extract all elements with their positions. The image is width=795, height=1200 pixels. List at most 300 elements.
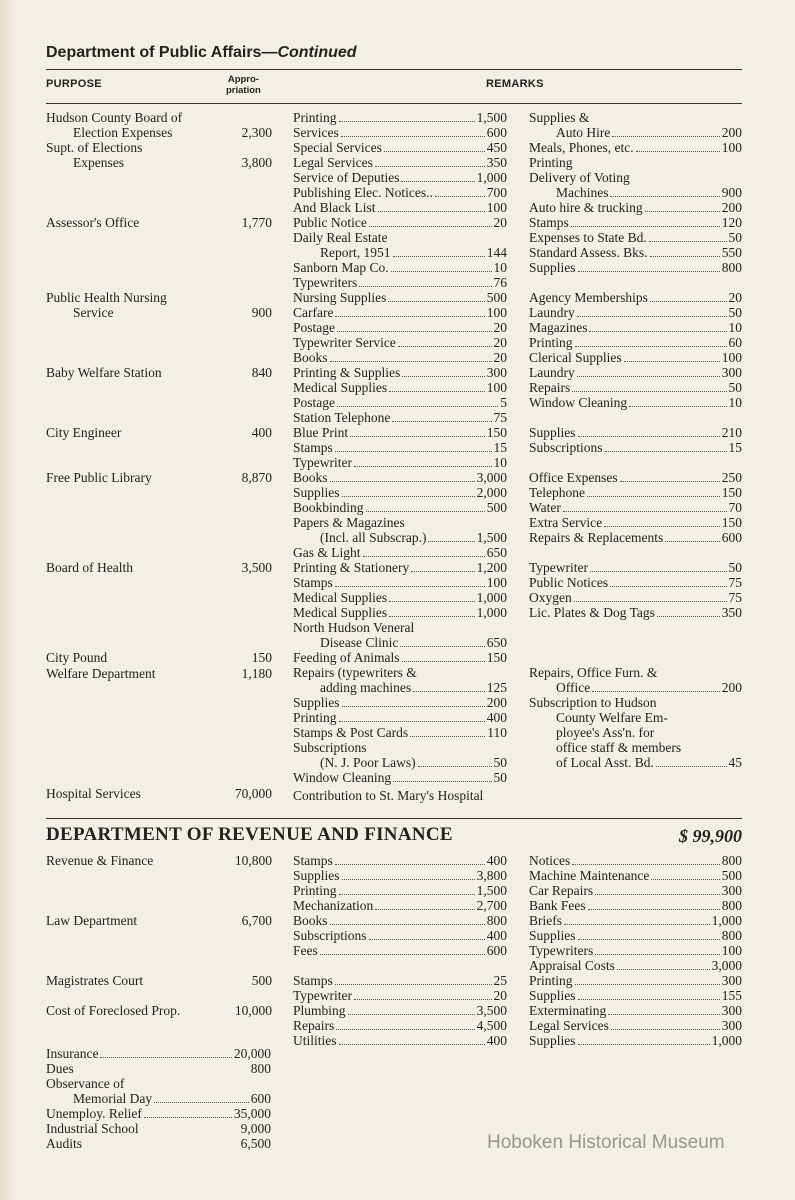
- remark-amount: 300: [721, 973, 742, 988]
- remark-label: Extra Service: [529, 515, 603, 530]
- remark-item: [293, 575, 507, 590]
- remark-item: [293, 290, 507, 305]
- purpose-label: Magistrates Court: [46, 973, 144, 988]
- remark-item: [293, 260, 507, 275]
- remark-item: [529, 560, 742, 575]
- remark-item: [293, 500, 507, 515]
- remark-amount: 50: [728, 230, 742, 245]
- dot-leader: [657, 616, 720, 617]
- appropriation-amount: 500: [251, 973, 272, 988]
- dot-leader: [650, 256, 720, 257]
- remark-amount: 600: [486, 125, 507, 140]
- remark-amount: 350: [486, 155, 507, 170]
- remark-item: [293, 125, 507, 140]
- remark-amount: 300: [721, 365, 742, 380]
- remark-amount: 800: [721, 928, 742, 943]
- remark-item: [293, 943, 507, 958]
- remark-item: [293, 710, 507, 725]
- remark-item: [293, 973, 507, 988]
- col-header-remarks: REMARKS: [486, 78, 544, 90]
- remark-label: Fees: [293, 943, 318, 958]
- remark-label: adding machines: [293, 680, 412, 695]
- purpose-label: Welfare Department: [46, 666, 156, 681]
- remark-label: Expenses to State Bd.: [529, 230, 647, 245]
- remark-label: Supplies: [529, 260, 576, 275]
- remark-item: [293, 545, 507, 560]
- remark-amount: 2,000: [476, 485, 507, 500]
- remark-amount: 150: [486, 425, 507, 440]
- remark-amount: 150: [721, 485, 742, 500]
- remark-item: [293, 170, 507, 185]
- remark-item: [293, 245, 507, 260]
- remark-item: [293, 605, 507, 620]
- misc-label: Dues: [46, 1061, 74, 1076]
- remark-label: Report, 1951: [293, 245, 391, 260]
- remark-amount: 60: [728, 335, 742, 350]
- remark-label: Machine Maintenance: [529, 868, 650, 883]
- remark-label: Supplies: [529, 988, 576, 1003]
- dot-leader: [578, 999, 720, 1000]
- remark-label: Printing: [529, 155, 573, 170]
- remark-label: (N. J. Poor Laws): [293, 755, 416, 770]
- dot-leader: [588, 909, 720, 910]
- purpose-label: Revenue & Finance: [46, 853, 154, 868]
- dot-leader: [428, 541, 474, 542]
- remark-item: [293, 928, 507, 943]
- remark-label: Repairs: [293, 1018, 335, 1033]
- remark-item: [293, 650, 507, 665]
- remark-amount: 650: [486, 635, 507, 650]
- remark-label: Window Cleaning: [529, 395, 628, 410]
- remark-label: Repairs (typewriters &: [293, 665, 417, 680]
- revenue-rule: [46, 818, 742, 819]
- remark-amount: 150: [721, 515, 742, 530]
- remark-item: [529, 913, 742, 928]
- remark-amount: 3,000: [711, 958, 742, 973]
- remark-item: [293, 620, 507, 635]
- remark-label: Publishing Elec. Notices..: [293, 185, 433, 200]
- remark-amount: 125: [486, 680, 507, 695]
- remark-item: [529, 928, 742, 943]
- remark-item: [529, 500, 742, 515]
- remark-item: [293, 185, 507, 200]
- remark-amount: 500: [486, 290, 507, 305]
- remark-item: [293, 455, 507, 470]
- dot-leader: [339, 121, 475, 122]
- approp-line-1: Appro-: [227, 74, 259, 85]
- remark-amount: 70: [728, 500, 742, 515]
- remark-amount: 400: [486, 928, 507, 943]
- remark-amount: 700: [486, 185, 507, 200]
- remark-label: Bank Fees: [529, 898, 586, 913]
- dot-leader: [100, 1057, 231, 1058]
- remark-item: [529, 590, 742, 605]
- remark-amount: 3,500: [476, 1003, 507, 1018]
- remark-label: Auto hire & trucking: [529, 200, 643, 215]
- remark-label: Postage: [293, 320, 335, 335]
- dot-leader: [401, 181, 474, 182]
- dot-leader: [571, 226, 720, 227]
- remark-amount: 550: [721, 245, 742, 260]
- remark-amount: 110: [487, 725, 507, 740]
- remark-label: Typewriters: [293, 275, 358, 290]
- remark-amount: 100: [486, 305, 507, 320]
- remark-label: Supplies: [293, 868, 340, 883]
- dot-leader: [369, 939, 485, 940]
- misc-label: Unemploy. Relief: [46, 1106, 142, 1121]
- remark-item: [529, 140, 742, 155]
- dot-leader: [577, 376, 720, 377]
- remark-label: Telephone: [529, 485, 586, 500]
- dot-leader: [578, 271, 720, 272]
- dot-leader: [342, 879, 475, 880]
- remark-item: [529, 695, 742, 710]
- remark-label: Stamps & Post Cards: [293, 725, 409, 740]
- dot-leader: [611, 1029, 720, 1030]
- dot-leader: [342, 496, 475, 497]
- remark-amount: 400: [486, 710, 507, 725]
- remark-label: Printing & Supplies: [293, 365, 401, 380]
- remark-item: [293, 635, 507, 650]
- remark-item: [529, 575, 742, 590]
- remark-label: Stamps: [293, 853, 333, 868]
- remark-item: [529, 605, 742, 620]
- remark-item: [529, 680, 742, 695]
- misc-item: [46, 1046, 271, 1061]
- remark-item: [293, 530, 507, 545]
- remark-amount: 200: [721, 125, 742, 140]
- remark-item: [529, 200, 742, 215]
- revenue-dept-total: $ 99,900: [679, 826, 742, 846]
- page-edge: [0, 0, 14, 1200]
- approp-line-2: priation: [226, 85, 261, 96]
- appropriation-amount: 150: [251, 650, 272, 665]
- remark-amount: 800: [721, 898, 742, 913]
- remark-amount: 10: [728, 395, 742, 410]
- remark-amount: 300: [721, 883, 742, 898]
- remark-label: Sanborn Map Co.: [293, 260, 389, 275]
- remark-item: [293, 590, 507, 605]
- dot-leader: [398, 346, 492, 347]
- remark-label: Bookbinding: [293, 500, 364, 515]
- header-rule-top: [46, 69, 742, 70]
- remark-item: [293, 305, 507, 320]
- title-main: Department of Public Affairs—: [46, 44, 278, 61]
- dot-leader: [388, 301, 484, 302]
- appropriation-amount: 1,770: [241, 215, 272, 230]
- remark-label: Magazines: [529, 320, 588, 335]
- remark-amount: 150: [486, 650, 507, 665]
- purpose-label: Hudson County Board of: [46, 110, 183, 125]
- remark-item: [529, 305, 742, 320]
- remark-amount: 300: [721, 1003, 742, 1018]
- dot-leader: [612, 136, 719, 137]
- remark-label: Stamps: [293, 973, 333, 988]
- remark-item: [529, 215, 742, 230]
- remark-amount: 50: [728, 305, 742, 320]
- remark-item: [529, 958, 742, 973]
- remark-amount: 20: [493, 350, 507, 365]
- dot-leader: [610, 196, 719, 197]
- remark-item: [293, 725, 507, 740]
- remark-item: [293, 230, 507, 245]
- remark-label: Feeding of Animals: [293, 650, 400, 665]
- dot-leader: [84, 1147, 239, 1148]
- remark-label: Printing: [293, 110, 337, 125]
- remark-item: [529, 155, 742, 170]
- dot-leader: [363, 556, 485, 557]
- dot-leader: [574, 601, 727, 602]
- remark-item: [529, 710, 742, 725]
- remark-item: [529, 943, 742, 958]
- dot-leader: [572, 864, 720, 865]
- misc-label: Memorial Day: [46, 1091, 153, 1106]
- remark-item: [293, 365, 507, 380]
- misc-item: [46, 1076, 271, 1091]
- remark-label: Standard Assess. Bks.: [529, 245, 648, 260]
- remark-label: Gas & Light: [293, 545, 361, 560]
- misc-item: [46, 1106, 271, 1121]
- dot-leader: [393, 781, 491, 782]
- dot-leader: [595, 954, 719, 955]
- remark-item: [293, 215, 507, 230]
- remark-label: Books: [293, 470, 328, 485]
- remark-item: [293, 470, 507, 485]
- remark-label: Papers & Magazines: [293, 515, 405, 530]
- dot-leader: [375, 166, 485, 167]
- remark-item: [529, 170, 742, 185]
- remark-item: [293, 275, 507, 290]
- col-header-appropriation: [226, 74, 261, 96]
- remark-label: Stamps: [529, 215, 569, 230]
- dot-leader: [76, 1072, 249, 1073]
- remark-label: office staff & members: [529, 740, 682, 755]
- remark-amount: 1,000: [476, 170, 507, 185]
- remark-amount: 500: [486, 500, 507, 515]
- remark-label: Plumbing: [293, 1003, 346, 1018]
- remark-amount: 450: [486, 140, 507, 155]
- dot-leader: [392, 421, 491, 422]
- remark-amount: 1,000: [476, 590, 507, 605]
- remark-item: [293, 988, 507, 1003]
- remark-item: [529, 230, 742, 245]
- dot-leader: [610, 586, 726, 587]
- col-header-purpose: PURPOSE: [46, 78, 102, 90]
- remark-label: Supplies: [529, 928, 576, 943]
- remark-amount: 400: [486, 1033, 507, 1048]
- dot-leader: [418, 766, 492, 767]
- remark-label: Carfare: [293, 305, 334, 320]
- remark-amount: 2,700: [476, 898, 507, 913]
- remark-item: [293, 350, 507, 365]
- remark-label: Medical Supplies: [293, 380, 388, 395]
- misc-item: [46, 1091, 271, 1106]
- dot-leader: [410, 736, 485, 737]
- remark-amount: 1,500: [476, 110, 507, 125]
- dot-leader: [330, 481, 475, 482]
- remark-item: [293, 1003, 507, 1018]
- remark-label: Machines: [529, 185, 609, 200]
- dot-leader: [144, 1117, 232, 1118]
- dot-leader: [575, 984, 720, 985]
- remark-label: Meals, Phones, etc.: [529, 140, 634, 155]
- dot-leader: [608, 1014, 720, 1015]
- remark-item: [293, 140, 507, 155]
- remark-amount: 1,200: [476, 560, 507, 575]
- dot-leader: [126, 1087, 269, 1088]
- remark-item: [293, 853, 507, 868]
- remark-label: Legal Services: [293, 155, 373, 170]
- dot-leader: [577, 316, 727, 317]
- title-continued: Continued: [277, 44, 357, 61]
- remark-amount: 10: [493, 455, 507, 470]
- dot-leader: [665, 541, 720, 542]
- revenue-dept-title: DEPARTMENT OF REVENUE AND FINANCE: [46, 824, 453, 845]
- remark-item: [529, 1033, 742, 1048]
- remark-item: [293, 1033, 507, 1048]
- remark-item: [529, 440, 742, 455]
- dot-leader: [335, 316, 484, 317]
- dot-leader: [656, 766, 727, 767]
- remark-label: Supplies: [529, 1033, 576, 1048]
- remark-label: Typewriter: [529, 560, 589, 575]
- remark-item: [529, 185, 742, 200]
- remark-label: Notices: [529, 853, 571, 868]
- remark-item: [529, 530, 742, 545]
- remark-item: [293, 335, 507, 350]
- remark-label: Appraisal Costs: [529, 958, 615, 973]
- remark-item: [293, 680, 507, 695]
- remark-label: North Hudson Veneral: [293, 620, 415, 635]
- remark-item: [293, 883, 507, 898]
- remark-label: Repairs & Replacements: [529, 530, 664, 545]
- dot-leader: [435, 196, 485, 197]
- remark-amount: 200: [721, 680, 742, 695]
- dot-leader: [335, 984, 492, 985]
- remark-amount: 650: [486, 545, 507, 560]
- misc-label: Observance of: [46, 1076, 125, 1091]
- remark-item: [293, 898, 507, 913]
- remark-item: [529, 260, 742, 275]
- remark-amount: 20: [728, 290, 742, 305]
- remark-label: Postage: [293, 395, 335, 410]
- remark-label: Exterminating: [529, 1003, 607, 1018]
- remark-item: [293, 380, 507, 395]
- remark-label: Daily Real Estate: [293, 230, 388, 245]
- dot-leader: [617, 969, 710, 970]
- purpose-label: Baby Welfare Station: [46, 365, 162, 380]
- remark-amount: 100: [486, 200, 507, 215]
- remark-label: ployee's Ass'n. for: [529, 725, 655, 740]
- remark-label: Disease Clinic: [293, 635, 399, 650]
- remark-amount: 600: [486, 943, 507, 958]
- misc-item: [46, 1061, 271, 1076]
- dot-leader: [629, 406, 726, 407]
- remark-amount: 250: [721, 470, 742, 485]
- remark-amount: 20: [493, 215, 507, 230]
- remark-item: [293, 200, 507, 215]
- remark-item: [293, 1018, 507, 1033]
- remark-amount: 120: [721, 215, 742, 230]
- remark-label: Subscriptions: [293, 740, 367, 755]
- remark-label: Printing: [293, 883, 337, 898]
- remark-label: Auto Hire: [529, 125, 611, 140]
- remark-amount: 20: [493, 335, 507, 350]
- remark-amount: 75: [728, 575, 742, 590]
- remark-amount: 1,000: [476, 605, 507, 620]
- remark-label: Delivery of Voting: [529, 170, 630, 185]
- misc-amount: 35,000: [233, 1106, 271, 1121]
- remark-label: Books: [293, 913, 328, 928]
- remark-amount: 210: [721, 425, 742, 440]
- appropriation-amount: 10,000: [234, 1003, 272, 1018]
- remark-label: Medical Supplies: [293, 590, 388, 605]
- dot-leader: [350, 436, 485, 437]
- remark-item: [293, 110, 507, 125]
- remark-label: Utilities: [293, 1033, 337, 1048]
- remark-amount: 1,000: [711, 1033, 742, 1048]
- remark-item: [293, 425, 507, 440]
- dot-leader: [348, 1014, 475, 1015]
- remark-amount: 76: [493, 275, 507, 290]
- dot-leader: [592, 691, 720, 692]
- appropriation-amount: 840: [251, 365, 272, 380]
- remark-label: Clerical Supplies: [529, 350, 622, 365]
- remark-item: [529, 320, 742, 335]
- remark-item: [529, 245, 742, 260]
- misc-amount: 9,000: [240, 1121, 271, 1136]
- remark-item: [529, 290, 742, 305]
- remark-amount: 800: [721, 853, 742, 868]
- remark-item: [293, 440, 507, 455]
- remark-label: Oxygen: [529, 590, 572, 605]
- remark-amount: 50: [728, 560, 742, 575]
- remark-amount: 15: [728, 440, 742, 455]
- remark-label: Printing: [529, 335, 573, 350]
- remark-label: And Black List: [293, 200, 376, 215]
- watermark: Hoboken Historical Museum: [487, 1132, 725, 1153]
- purpose-label: Hospital Services: [46, 786, 141, 801]
- remark-label: Typewriter: [293, 988, 353, 1003]
- dot-leader: [411, 571, 474, 572]
- remark-item: [529, 110, 742, 125]
- dot-leader: [575, 346, 727, 347]
- remark-amount: 144: [486, 245, 507, 260]
- misc-label: Insurance: [46, 1046, 99, 1061]
- appropriation-amount: 6,700: [241, 913, 272, 928]
- remark-item: [293, 740, 507, 755]
- dot-leader: [650, 301, 727, 302]
- remark-item: [529, 883, 742, 898]
- remark-label: County Welfare Em-: [529, 710, 668, 725]
- dot-leader: [578, 1044, 710, 1045]
- remark-label: Station Telephone: [293, 410, 391, 425]
- remark-label: Supplies: [529, 425, 576, 440]
- purpose-label: City Engineer: [46, 425, 122, 440]
- appropriation-amount: 10,800: [234, 853, 272, 868]
- remark-amount: 200: [721, 200, 742, 215]
- purpose-label: Election Expenses: [46, 125, 173, 140]
- remark-label: Special Services: [293, 140, 382, 155]
- misc-amount: 600: [250, 1091, 271, 1106]
- remark-item: [529, 125, 742, 140]
- remark-item: [293, 155, 507, 170]
- purpose-label: Service: [46, 305, 114, 320]
- remark-amount: 50: [728, 380, 742, 395]
- dot-leader: [572, 391, 726, 392]
- dot-leader: [651, 879, 719, 880]
- remark-label: (Incl. all Subscrap.): [293, 530, 427, 545]
